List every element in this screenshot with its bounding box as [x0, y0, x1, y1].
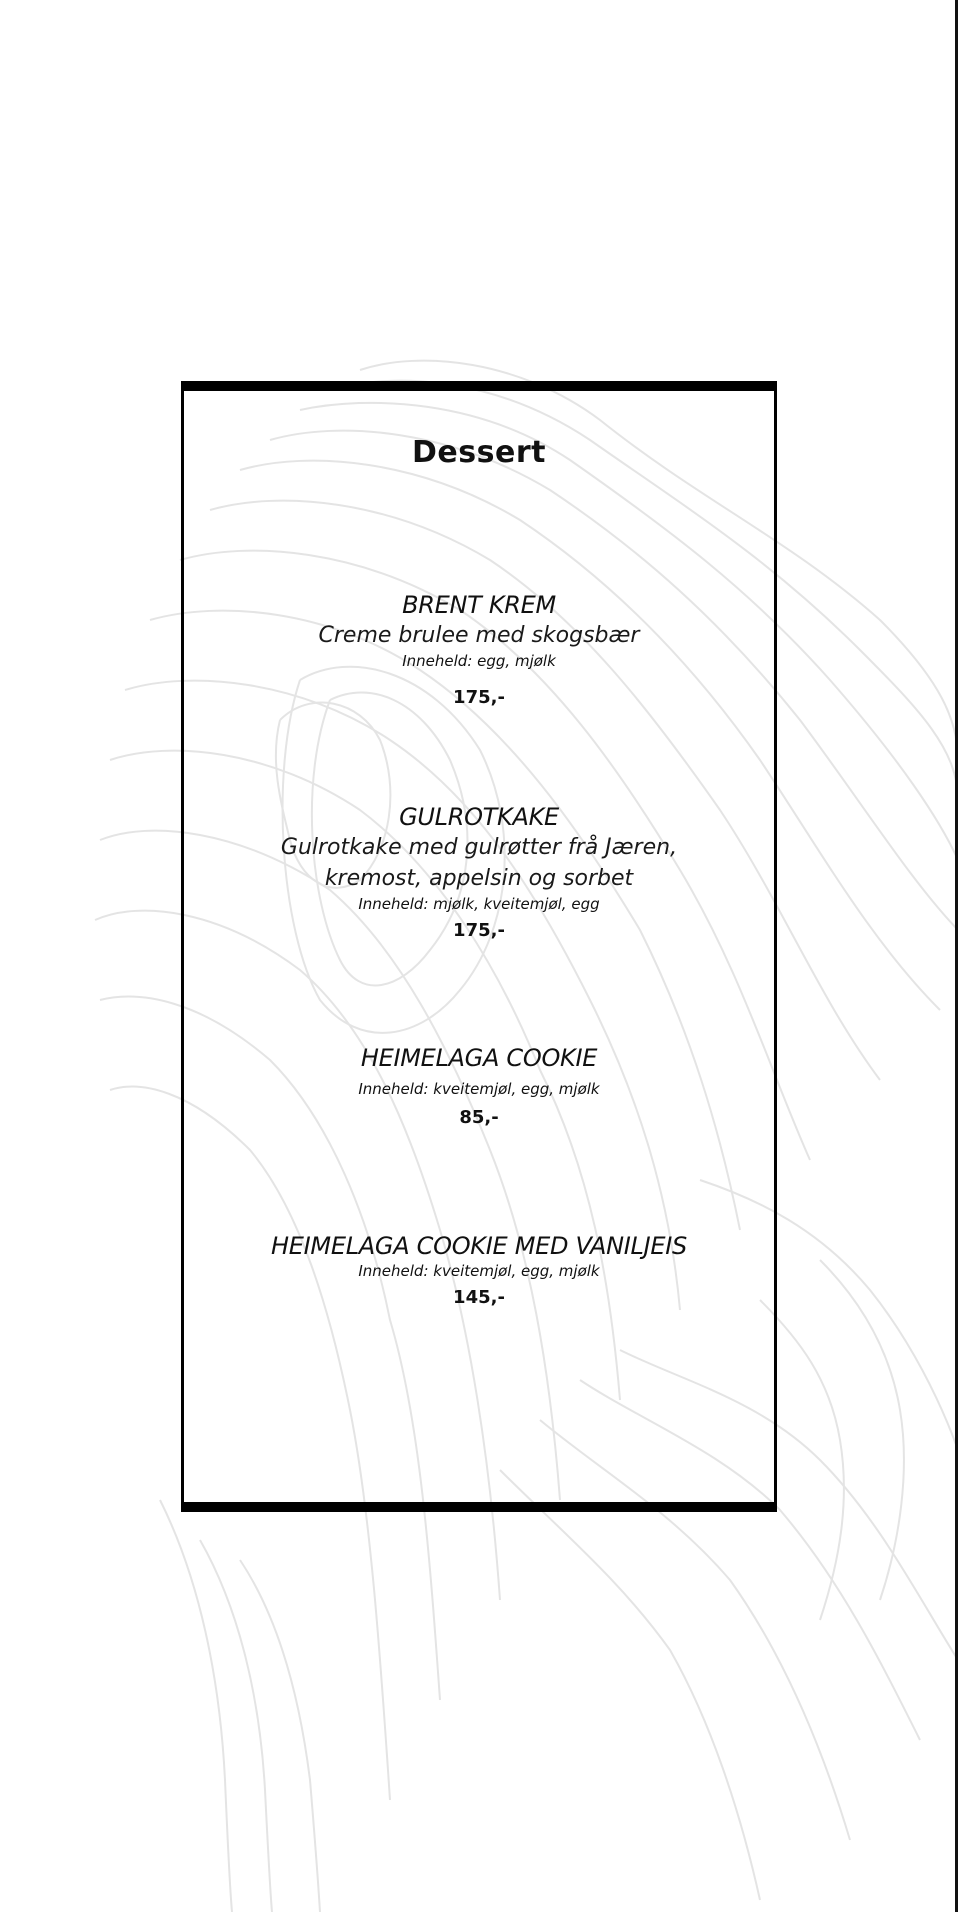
item-name: GULROTKAKE: [399, 803, 559, 831]
item-price: 85,-: [459, 1107, 499, 1128]
item-allergens: Inneheld: mjølk, kveitemjøl, egg: [358, 895, 600, 913]
dessert-menu-card: [181, 381, 777, 1512]
menu-item-gulrotkake: [184, 802, 774, 944]
item-allergens: Inneheld: kveitemjøl, egg, mjølk: [358, 1080, 600, 1098]
menu-item-heimelaga-cookie-med-vaniljeis: [184, 1231, 774, 1311]
menu-item-brent-krem: [184, 590, 774, 711]
item-price: 175,-: [453, 920, 505, 941]
menu-item-heimelaga-cookie: [184, 1043, 774, 1131]
item-description: Creme brulee med skogsbær: [318, 623, 640, 648]
item-name: HEIMELAGA COOKIE: [360, 1044, 598, 1072]
item-name: BRENT KREM: [402, 591, 556, 619]
item-price: 145,-: [453, 1287, 505, 1308]
item-allergens: Inneheld: egg, mjølk: [402, 652, 556, 670]
item-description-line-2: kremost, appelsin og sorbet: [324, 866, 634, 891]
item-price: 175,-: [453, 687, 505, 708]
item-description-line-1: Gulrotkake med gulrøtter frå Jæren,: [280, 835, 678, 860]
menu-title: Dessert: [412, 435, 546, 470]
item-name: HEIMELAGA COOKIE MED VANILJEIS: [271, 1232, 687, 1260]
item-allergens: Inneheld: kveitemjøl, egg, mjølk: [358, 1262, 600, 1280]
